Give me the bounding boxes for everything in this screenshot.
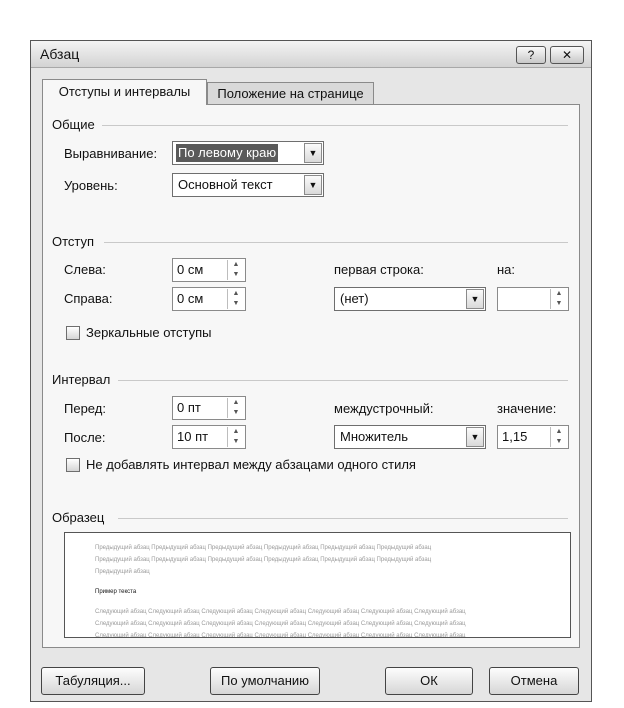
spacing-after-label: После:	[64, 430, 106, 445]
spin-arrows-icon[interactable]: ▲ ▼	[550, 427, 567, 447]
preview-divider	[118, 518, 568, 519]
indent-right-value: 0 см	[177, 291, 204, 306]
chevron-down-icon[interactable]: ▼	[466, 289, 484, 309]
help-button[interactable]: ?	[516, 46, 546, 64]
close-icon: ✕	[561, 48, 573, 62]
preview-next-line: Следующий абзац Следующий абзац Следующий абзац Следующий абзац Следующий абзац Следующий абзац Следующий абзац	[95, 633, 466, 638]
line-spacing-at-spinner[interactable]	[497, 425, 569, 449]
tabs-button[interactable]: Табуляция...	[41, 667, 145, 695]
cancel-button[interactable]: Отмена	[489, 667, 579, 695]
line-spacing-select[interactable]	[334, 425, 486, 449]
preview-current-text: Пример текста	[95, 589, 137, 595]
alignment-select[interactable]	[172, 141, 324, 165]
general-divider	[102, 125, 568, 126]
spin-arrows-icon[interactable]: ▲ ▼	[227, 427, 244, 447]
chevron-down-icon[interactable]: ▼	[304, 175, 322, 195]
no-space-same-style-label[interactable]: Не добавлять интервал между абзацами одного стиля	[86, 457, 416, 472]
dialog-title: Абзац	[40, 46, 80, 62]
preview-heading: Образец	[52, 510, 105, 525]
indent-left-label: Слева:	[64, 262, 106, 277]
line-spacing-at-label: значение:	[497, 401, 557, 416]
alignment-value: По левому краю	[178, 145, 277, 160]
indent-heading: Отступ	[52, 234, 95, 249]
ok-button[interactable]: ОК	[385, 667, 473, 695]
preview-prev-line: Предыдущий абзац	[95, 569, 150, 575]
spacing-after-value: 10 пт	[177, 429, 209, 444]
spacing-heading: Интервал	[52, 372, 111, 387]
preview-next-line: Следующий абзац Следующий абзац Следующий абзац Следующий абзац Следующий абзац Следующий абзац Следующий абзац	[95, 609, 466, 615]
preview-prev-line: Предыдущий абзац Предыдущий абзац Предыдущий абзац Предыдущий абзац Предыдущий абзац Предыдущий абзац	[95, 545, 432, 551]
first-line-label: первая строка:	[334, 262, 424, 277]
line-spacing-value: Множитель	[340, 429, 409, 444]
no-space-same-style-checkbox[interactable]	[66, 458, 80, 472]
level-label: Уровень:	[64, 178, 118, 193]
indent-left-spinner[interactable]	[172, 258, 246, 282]
chevron-down-icon[interactable]: ▼	[304, 143, 322, 163]
alignment-label: Выравнивание:	[64, 146, 158, 161]
level-select[interactable]	[172, 173, 324, 197]
first-line-value: (нет)	[340, 291, 369, 306]
indent-right-spinner[interactable]	[172, 287, 246, 311]
indent-right-label: Справа:	[64, 291, 113, 306]
preview-prev-line: Предыдущий абзац Предыдущий абзац Предыдущий абзац Предыдущий абзац Предыдущий абзац Предыдущий абзац	[95, 557, 432, 563]
tab-indents-spacing[interactable]: Отступы и интервалы	[42, 79, 207, 105]
first-line-select[interactable]	[334, 287, 486, 311]
spacing-divider	[118, 380, 568, 381]
indent-divider	[104, 242, 568, 243]
indent-by-spinner[interactable]	[497, 287, 569, 311]
tab-line-page-breaks[interactable]: Положение на странице	[207, 82, 374, 104]
indent-left-value: 0 см	[177, 262, 204, 277]
preview-next-line: Следующий абзац Следующий абзац Следующий абзац Следующий абзац Следующий абзац Следующий абзац Следующий абзац	[95, 621, 466, 627]
spacing-before-label: Перед:	[64, 401, 106, 416]
chevron-down-icon[interactable]: ▼	[466, 427, 484, 447]
title-bar[interactable]	[31, 41, 591, 68]
mirror-indents-checkbox[interactable]	[66, 326, 80, 340]
mirror-indents-label[interactable]: Зеркальные отступы	[86, 325, 212, 340]
line-spacing-label: междустрочный:	[334, 401, 434, 416]
general-heading: Общие	[52, 117, 95, 132]
set-default-button[interactable]: По умолчанию	[210, 667, 320, 695]
spacing-before-value: 0 пт	[177, 400, 201, 415]
indent-by-label: на:	[497, 262, 516, 277]
spin-arrows-icon[interactable]: ▲ ▼	[550, 289, 567, 309]
spacing-before-spinner[interactable]	[172, 396, 246, 420]
close-button[interactable]	[550, 46, 584, 64]
line-spacing-at-value: 1,15	[502, 429, 528, 444]
spin-arrows-icon[interactable]: ▲ ▼	[227, 289, 244, 309]
level-value: Основной текст	[178, 177, 273, 192]
spin-arrows-icon[interactable]: ▲ ▼	[227, 398, 244, 418]
spacing-after-spinner[interactable]	[172, 425, 246, 449]
spin-arrows-icon[interactable]: ▲ ▼	[227, 260, 244, 280]
preview-box	[64, 532, 571, 638]
